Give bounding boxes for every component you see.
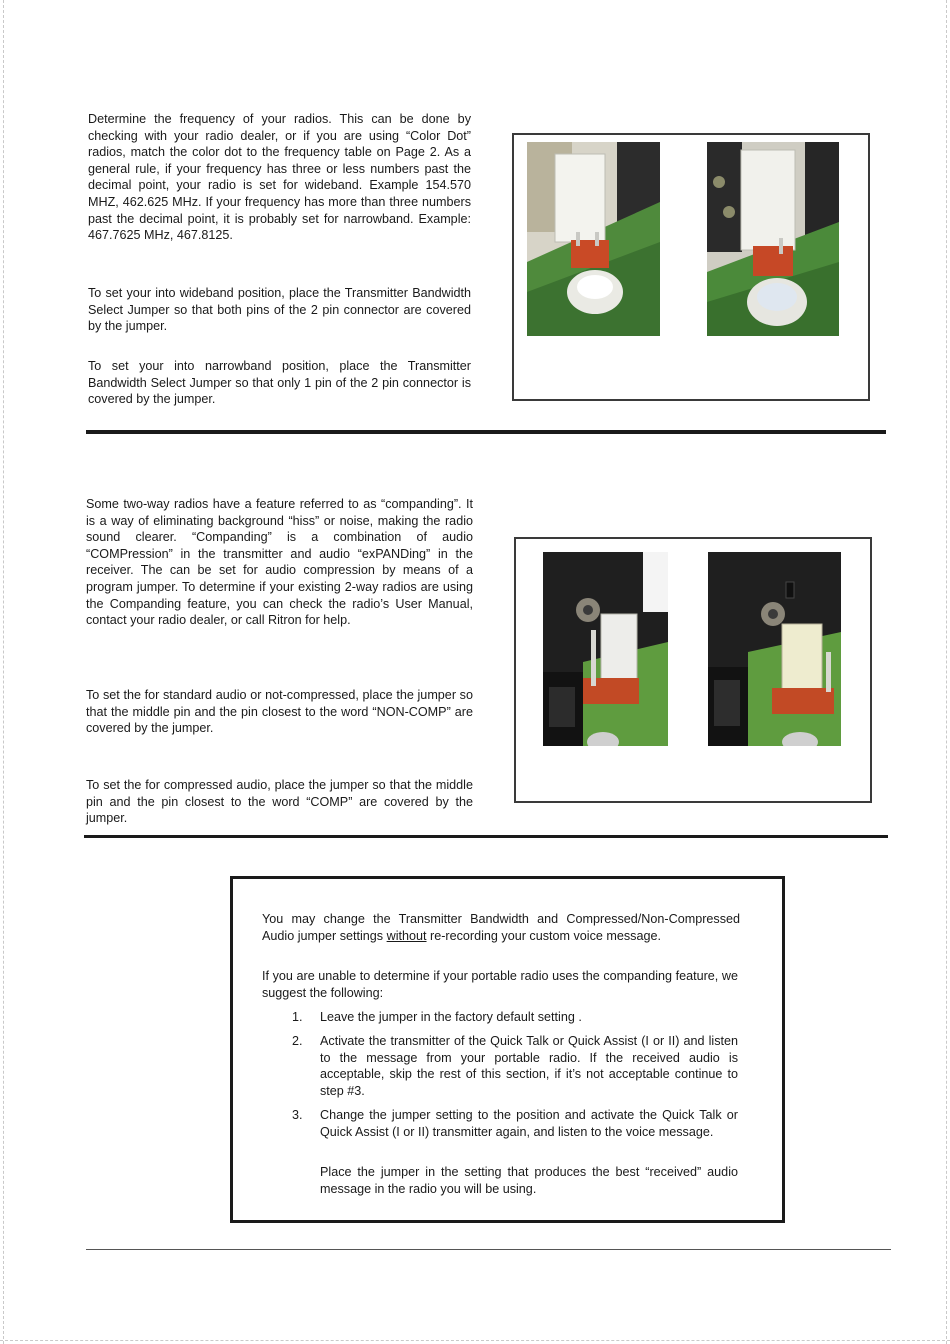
narrowband-paragraph: To set your into narrowband position, place the Transmitter Bandwidth Select Jumper so that only 1 pin of the 2 pin connector is covered by the jumper.	[88, 359, 471, 407]
step-text: Leave the jumper in the factory default setting .	[320, 1010, 582, 1024]
comp-paragraph: To set the for compressed audio, place the jumper so that the middle pin and the pin closest to the word “COMP” are covered by the jumper.	[86, 778, 473, 826]
note-paragraph-1-start: You may change the Transmitter Bandwidth and Compressed/Non-Compressed Audio jumper settings	[262, 912, 740, 943]
note-paragraph-2: If you are unable to determine if your portable radio uses the companding feature, we suggest the following:	[262, 969, 738, 1000]
page-edge-left	[3, 0, 4, 1344]
section-divider-2	[84, 835, 888, 838]
note-paragraph-1	[262, 911, 740, 944]
compander-jumper-photo-frame	[514, 537, 872, 803]
wideband-jumper-photo	[527, 142, 660, 336]
wideband-paragraph: To set your into wideband position, place the Transmitter Bandwidth Select Jumper so that both pins of the 2 pin connector are covered by the jumper.	[88, 286, 471, 334]
section-divider-1	[86, 430, 886, 434]
noncomp-paragraph: To set the for standard audio or not-compressed, place the jumper so that the middle pin and the pin closest to the word “NON-COMP” are covered by the jumper.	[86, 688, 473, 736]
step-text: Activate the transmitter of the Quick Talk or Quick Assist (I or II) and listen to the message from your portable radio. If the received audio is acceptable, skip the rest of this section, if it’s not acceptable continue to step #3.	[320, 1034, 738, 1098]
page-edge-bottom	[0, 1340, 950, 1341]
narrowband-jumper-photo	[707, 142, 839, 336]
note-final-paragraph: Place the jumper in the setting that produces the best “received” audio message in the radio you will be using.	[320, 1165, 738, 1196]
noncomp-jumper-photo	[543, 552, 668, 746]
page-edge-right	[946, 0, 947, 1344]
step-number: 2.	[292, 1034, 303, 1048]
note-paragraph-1-end: re-recording your custom voice message.	[426, 928, 661, 943]
step-text: Change the jumper setting to the position and activate the Quick Talk or Quick Assist (I or II) transmitter again, and listen to the voice message.	[320, 1108, 738, 1139]
frequency-paragraph: Determine the frequency of your radios. This can be done by checking with your radio dealer, or if you are using “Color Dot” radios, match the color dot to the frequency table on Page 2. As a general rule, if your frequency has three or less numbers past the decimal point, your radio is set for wideband. Example 154.570 MHZ, 462.625 MHz. If your frequency has more than three numbers past the decimal point, it is probably set for narrowband. Example: 467.7625 MHz, 467.8125.	[88, 112, 471, 243]
companding-intro-paragraph: Some two-way radios have a feature referred to as “companding”. It is a way of eliminating background “hiss” or noise, making the radio sound clearer. “Companding” is a combination of audio “COMPression” in the transmitter and audio “exPANDing” in the receiver. The can be set for audio compression by means of a program jumper. To determine if your existing 2-way radios are using the Companding feature, you can check the radio’s User Manual, contact your radio dealer, or call Ritron for help.	[86, 497, 473, 628]
step-number: 1.	[292, 1010, 303, 1024]
note-box	[230, 876, 785, 1223]
note-underlined-word: without	[386, 928, 427, 943]
step-number: 3.	[292, 1108, 303, 1122]
comp-jumper-photo	[708, 552, 841, 746]
bandwidth-jumper-photo-frame	[512, 133, 870, 401]
footer-rule	[86, 1249, 891, 1250]
